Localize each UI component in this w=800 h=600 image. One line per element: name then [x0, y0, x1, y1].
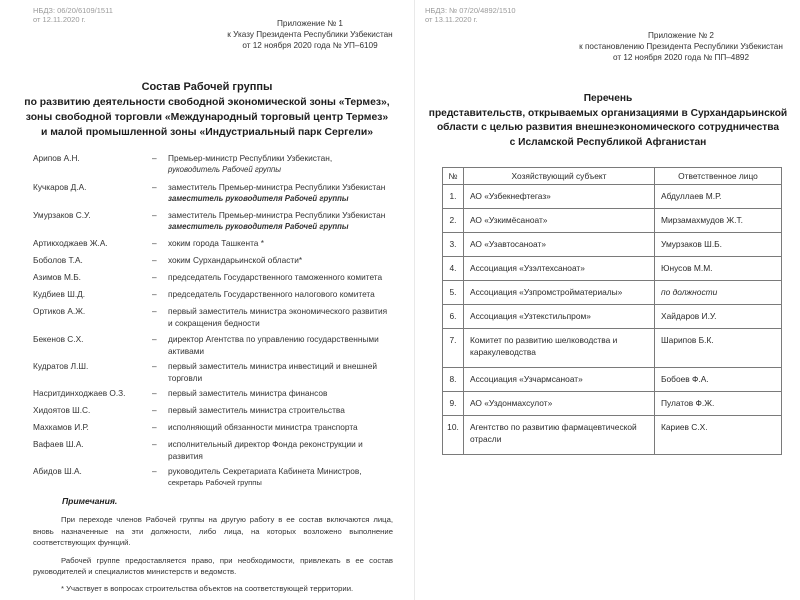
- member-name: Насритдинходжаев О.З.: [33, 388, 126, 398]
- table-row: [443, 367, 782, 391]
- registration-stamp: [425, 6, 516, 24]
- member-name: Кудратов Л.Ш.: [33, 361, 89, 371]
- member-subrole: секретарь Рабочей группы: [168, 478, 262, 487]
- member-name: Боболов Т.А.: [33, 255, 83, 265]
- row-entity: АО «Узкимёсаноат»: [464, 208, 655, 232]
- row-entity: Агентство по развитию фармацевтической отрасли: [464, 415, 655, 454]
- table-row: [443, 184, 782, 208]
- registration-date: от 12.11.2020 г.: [33, 15, 86, 24]
- notes-body: [33, 514, 393, 594]
- dash: –: [152, 182, 157, 192]
- registration-number: НБДЗ: № 07/20/4892/1510: [425, 6, 516, 15]
- row-entity: АО «Уздонмахсулот»: [464, 391, 655, 415]
- table-row: [443, 280, 782, 304]
- annex-date: от 12 ноября 2020 года № ПП–4892: [612, 53, 750, 62]
- row-person: Пулатов Ф.Ж.: [655, 391, 782, 415]
- member-role: заместитель Премьер-министра Республики Узбекистан: [168, 182, 386, 192]
- dash: –: [152, 361, 157, 371]
- dash: –: [152, 255, 157, 265]
- member-role: председатель Государственного налогового комитета: [168, 289, 375, 299]
- member-role: председатель Государственного таможенного комитета: [168, 272, 383, 282]
- member-role-cont: развития: [168, 451, 203, 461]
- representatives-table: [442, 167, 782, 455]
- annex-header: [210, 18, 410, 51]
- document-title: [416, 92, 800, 150]
- annex-reference: к постановлению Президента Республики Узбекистан: [579, 42, 783, 51]
- member-role-block: [168, 305, 408, 329]
- member-name: Ортиков А.Ж.: [33, 306, 86, 316]
- member-role-block: [168, 360, 408, 384]
- row-number: 4.: [443, 256, 464, 280]
- page-divider: [414, 0, 415, 600]
- member-name: Кудбиев Ш.Д.: [33, 289, 86, 299]
- dash: –: [152, 439, 157, 449]
- row-entity: Ассоциация «Узтекстильпром»: [464, 304, 655, 328]
- dash: –: [152, 388, 157, 398]
- row-person: Абдуллаев М.Р.: [655, 184, 782, 208]
- table-row: [443, 304, 782, 328]
- member-role: хоким города Ташкента *: [168, 238, 264, 248]
- row-entity: АО «Узавтосаноат»: [464, 232, 655, 256]
- row-number: 3.: [443, 232, 464, 256]
- dash: –: [152, 422, 157, 432]
- notes-title: Примечания.: [62, 496, 118, 506]
- member-role: заместитель Премьер-министра Республики Узбекистан: [168, 210, 386, 220]
- registration-number: НБДЗ: 06/20/6109/1511: [33, 6, 113, 15]
- dash: –: [152, 405, 157, 415]
- column-header-entity: Хозяйствующий субъект: [464, 168, 655, 185]
- dash: –: [152, 153, 157, 163]
- dash: –: [152, 238, 157, 248]
- annex-header: [566, 30, 796, 63]
- row-number: 6.: [443, 304, 464, 328]
- table-row: [443, 415, 782, 454]
- dash: –: [152, 272, 157, 282]
- document-page-annex-2: [416, 0, 800, 600]
- table-row: [443, 256, 782, 280]
- member-name: Умурзаков С.У.: [33, 210, 91, 220]
- member-role-block: [168, 181, 408, 205]
- member-role-cont: торговли: [168, 373, 203, 383]
- member-name: Азимов М.Б.: [33, 272, 81, 282]
- row-number: 7.: [443, 328, 464, 367]
- title-line: представительств, открываемых организациями в Сурхандарьинской: [428, 107, 788, 119]
- row-person: Юнусов М.М.: [655, 256, 782, 280]
- row-number: 8.: [443, 367, 464, 391]
- row-entity: АО «Узбекнефтегаз»: [464, 184, 655, 208]
- title-line: и малой промышленной зоны «Индустриальный парк Сергели»: [41, 127, 373, 138]
- registration-stamp: [33, 6, 113, 24]
- member-role: исполняющий обязанности министра транспорта: [168, 422, 358, 432]
- table-row: [443, 391, 782, 415]
- row-person: Хайдаров И.У.: [655, 304, 782, 328]
- member-role-block: [168, 438, 408, 462]
- member-name: Махкамов И.Р.: [33, 422, 89, 432]
- member-role-block: [168, 209, 408, 233]
- row-number: 10.: [443, 415, 464, 454]
- title-line: Перечень: [583, 93, 633, 104]
- member-name: Вафаев Ш.А.: [33, 439, 84, 449]
- title-line: Состав Рабочей группы: [141, 81, 273, 93]
- row-person: Мирзамахмудов Ж.Т.: [655, 208, 782, 232]
- title-line: зоны свободной торговли «Международный торговый центр Термез»: [25, 112, 389, 123]
- registration-date: от 13.11.2020 г.: [425, 15, 478, 24]
- member-role: первый заместитель министра финансов: [168, 388, 328, 398]
- member-role: Премьер-министр Республики Узбекистан,: [168, 153, 333, 163]
- member-role: исполнительный директор Фонда реконструкции и: [168, 439, 363, 449]
- member-role-cont: активами: [168, 346, 205, 356]
- dash: –: [152, 466, 157, 476]
- member-name: Абидов Ш.А.: [33, 466, 82, 476]
- title-line: с Исламской Республикой Афганистан: [509, 136, 707, 148]
- member-role: хоким Сурхандарьинской области*: [168, 255, 303, 265]
- member-role: первый заместитель министра инвестиций и внешней: [168, 361, 377, 371]
- member-name: Кучкаров Д.А.: [33, 182, 87, 192]
- annex-number: Приложение № 2: [648, 31, 714, 40]
- row-number: 5.: [443, 280, 464, 304]
- table-header-row: [443, 168, 782, 185]
- member-role-cont: и сокращения бедности: [168, 318, 260, 328]
- row-entity: Ассоциация «Узэлтехсаноат»: [464, 256, 655, 280]
- row-person: Умурзаков Ш.Б.: [655, 232, 782, 256]
- member-role: директор Агентства по управлению государственными: [168, 334, 379, 344]
- member-subrole: руководитель Рабочей группы: [168, 165, 282, 174]
- annex-number: Приложение № 1: [277, 19, 343, 28]
- row-person: Шарипов Б.К.: [655, 328, 782, 367]
- member-role: первый заместитель министра экономического развития: [168, 306, 388, 316]
- table-row: [443, 232, 782, 256]
- row-person: Кариев С.Х.: [655, 415, 782, 454]
- member-name: Бекенов С.Х.: [33, 334, 84, 344]
- dash: –: [152, 289, 157, 299]
- row-entity: Ассоциация «Узпромстройматериалы»: [464, 280, 655, 304]
- member-subrole: заместитель руководителя Рабочей группы: [168, 194, 349, 203]
- member-name: Арипов А.Н.: [33, 153, 80, 163]
- member-role-block: [168, 152, 408, 176]
- dash: –: [152, 334, 157, 344]
- member-role: руководитель Секретариата Кабинета Министров,: [168, 466, 362, 476]
- member-role-block: [168, 465, 408, 489]
- note-paragraph: При переходе членов Рабочей группы на другую работу в ее состав включаются лица, вновь назначенные на эти должности, либо лица, на которых возложено выполнение соответствующих функций.: [33, 515, 393, 547]
- table-row: [443, 328, 782, 367]
- member-role: первый заместитель министра строительства: [168, 405, 345, 415]
- row-number: 1.: [443, 184, 464, 208]
- dash: –: [152, 210, 157, 220]
- title-line: по развитию деятельности свободной экономической зоны «Термез»,: [24, 97, 390, 108]
- dash: –: [152, 306, 157, 316]
- document-title: [0, 80, 414, 140]
- member-role-block: [168, 333, 408, 357]
- row-person: по должности: [655, 280, 782, 304]
- row-person: Бобоев Ф.А.: [655, 367, 782, 391]
- title-line: области с целью развития внешнеэкономического сотрудничества: [436, 122, 780, 133]
- row-number: 2.: [443, 208, 464, 232]
- annex-date: от 12 ноября 2020 года № УП–6109: [242, 41, 378, 50]
- column-header-person: Ответственное лицо: [655, 168, 782, 185]
- column-header-number: №: [443, 168, 464, 185]
- row-entity: Ассоциация «Узчармсаноат»: [464, 367, 655, 391]
- row-number: 9.: [443, 391, 464, 415]
- row-entity: Комитет по развитию шелководства и каракулеводства: [464, 328, 655, 367]
- member-name: Артикходжаев Ж.А.: [33, 238, 108, 248]
- annex-reference: к Указу Президента Республики Узбекистан: [227, 30, 393, 39]
- note-paragraph: Рабочей группе предоставляется право, при необходимости, привлекать в ее состав руководителей и специалистов министерств и ведомств.: [33, 555, 393, 576]
- member-name: Хидоятов Ш.С.: [33, 405, 91, 415]
- table-row: [443, 208, 782, 232]
- member-subrole: заместитель руководителя Рабочей группы: [168, 222, 349, 231]
- note-footnote: * Участвует в вопросах строительства объектов на соответствующей территории.: [61, 583, 354, 593]
